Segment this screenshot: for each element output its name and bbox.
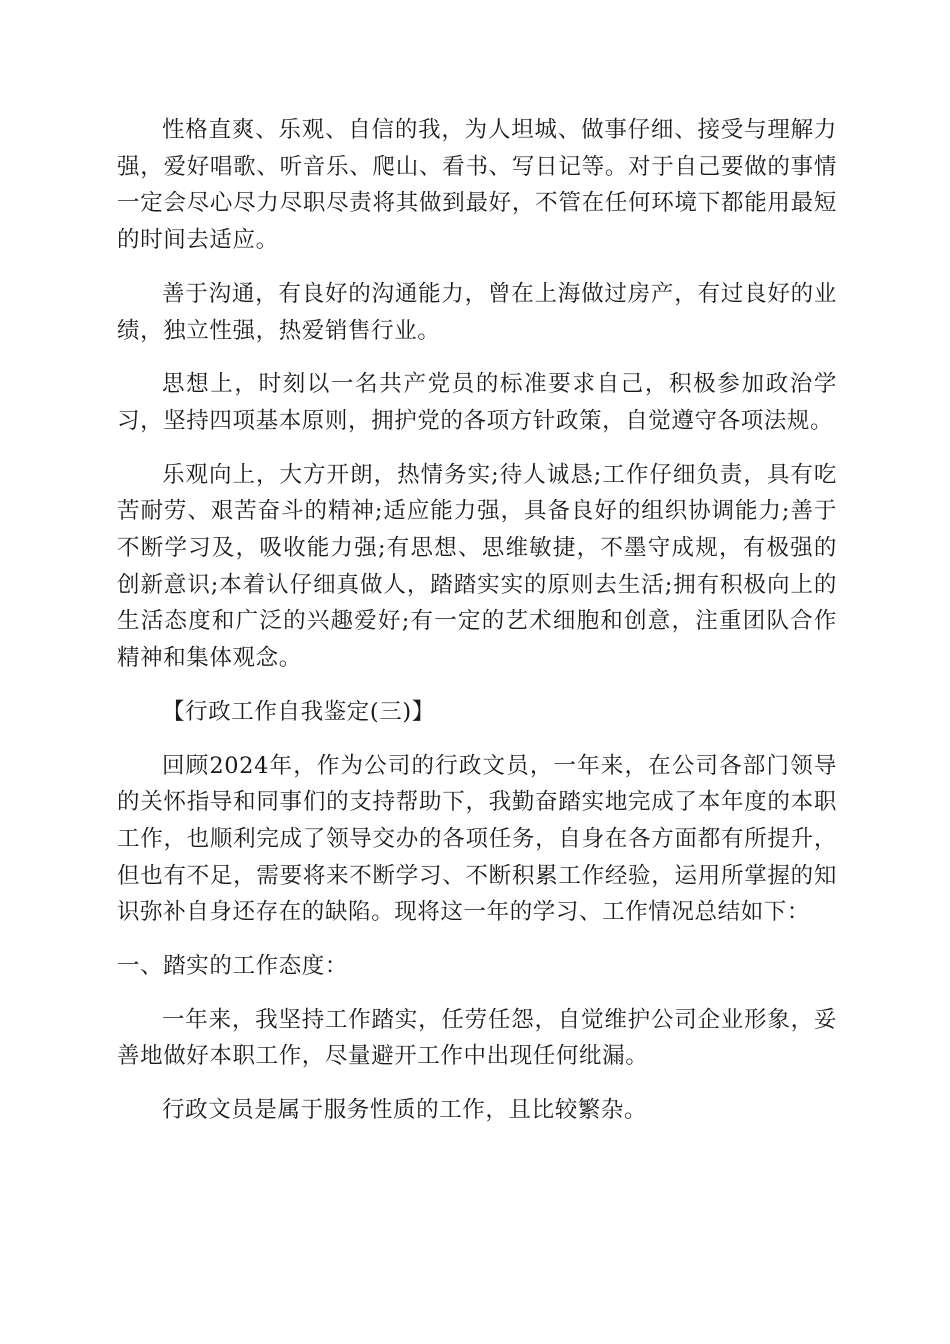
document-body (117, 112, 837, 1146)
paragraph-attitude: 一年来，我坚持工作踏实，任劳任怨，自觉维护公司企业形象，妥善地做好本职工作，尽量避开工作中出现任何纰漏。 (117, 1006, 837, 1070)
paragraph-communication: 善于沟通，有良好的沟通能力，曾在上海做过房产，有过良好的业绩，独立性强，热爱销售行业。 (117, 280, 837, 344)
section-heading-attitude: 一、踏实的工作态度： (117, 953, 349, 980)
paragraph-ideology: 思想上，时刻以一名共产党员的标准要求自己，积极参加政治学习，坚持四项基本原则，拥护党的各项方针政策，自觉遵守各项法规。 (117, 371, 837, 434)
paragraph-traits: 乐观向上，大方开朗，热情务实;待人诚恳;工作仔细负责，具有吃苦耐劳、艰苦奋斗的精神;适应能力强，具备良好的组织协调能力;善于不断学习及，吸收能力强;有思想、思维敏捷，不墨守成规，有极强的创新意识;本着认仔细真做人，踏踏实实的原则去生活;拥有积极向上的生活态度和广泛的兴趣爱好;有一定的艺术细胞和创意，注重团队合作精神和集体观念。 (117, 461, 837, 672)
section-title: 【行政工作自我鉴定(三)】 (162, 698, 435, 725)
paragraph-service: 行政文员是属于服务性质的工作，且比较繁杂。 (162, 1097, 648, 1124)
paragraph-personality: 性格直爽、乐观、自信的我，为人坦城、做事仔细、接受与理解力强，爱好唱歌、听音乐、爬山、看书、写日记等。对于自己要做的事情一定会尽心尽力尽职尽责将其做到最好，不管在任何环境下都能用最短的时间去适应。 (117, 117, 837, 254)
paragraph-review: 回顾2024年，作为公司的行政文员，一年来，在公司各部门领导的关怀指导和同事们的支持帮助下，我勤奋踏实地完成了本年度的本职工作，也顺利完成了领导交办的各项任务，自身在各方面都有所提升，但也有不足，需要将来不断学习、不断积累工作经验，运用所掌握的知识弥补自身还存在的缺陷。现将这一年的学习、工作情况总结如下： (117, 752, 837, 926)
